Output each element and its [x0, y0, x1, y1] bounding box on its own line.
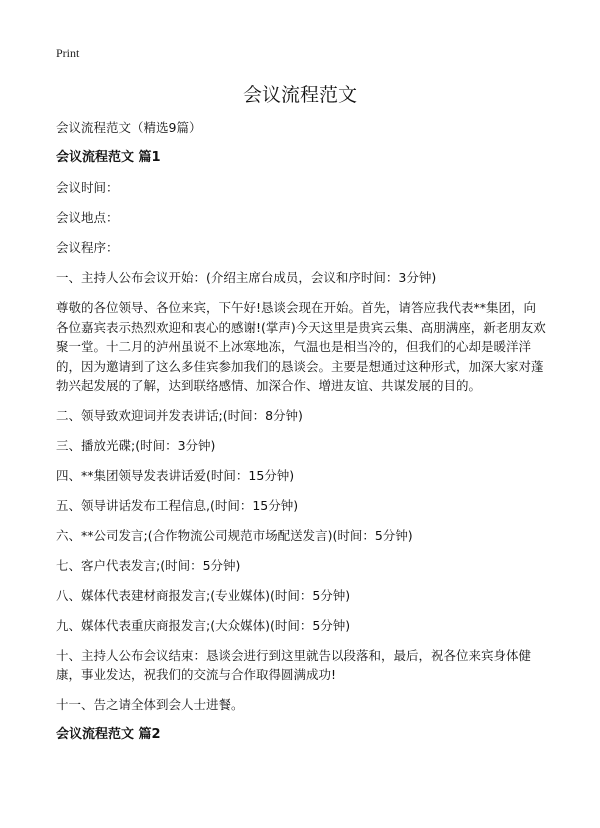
opening-speech-paragraph: 尊敬的各位领导、各位来宾，下午好!恳谈会现在开始。首先，请答应我代表**集团，向各位嘉宾表示热烈欢迎和衷心的感谢!(掌声)今天这里是贵宾云集、高朋满座，新老朋友欢聚一堂。十二月的泸州虽说不上冰寒地冻，气温也是相当冷的，但我们的心却是暖洋洋的，因为邀请到了这么多佳宾参加我们的恳谈会。主要是想通过这种形式，加深大家对蓬勃兴起发展的了解，达到联络感情、加深合作、增进友谊、共谋发展的目的。: [56, 300, 546, 393]
document-body: [56, 118, 548, 755]
page-title: 会议流程范文: [242, 84, 357, 106]
meeting-time-line: 会议时间：: [56, 180, 119, 195]
agenda-item-3: 三、播放光碟;(时间：3分钟): [56, 437, 216, 453]
agenda-item-8: 八、媒体代表建材商报发言;(专业媒体)(时间：5分钟): [56, 587, 351, 603]
meeting-program-line: 会议程序：: [56, 240, 119, 255]
agenda-item-1: 一、主持人公布会议开始：(介绍主席台成员，会议和序时间：3分钟): [56, 270, 437, 285]
agenda-item-5: 五、领导讲话发布工程信息,(时间：15分钟): [56, 497, 299, 513]
meeting-place-line: 会议地点：: [56, 210, 119, 225]
agenda-item-7: 七、客户代表发言;(时间：5分钟): [56, 557, 241, 573]
agenda-item-6: 六、**公司发言;(合作物流公司规范市场配送发言)(时间：5分钟): [56, 527, 413, 543]
section-heading-1: 会议流程范文 篇1: [56, 150, 161, 165]
agenda-item-2: 二、领导致欢迎词并发表讲话;(时间：8分钟): [56, 407, 303, 423]
agenda-item-4: 四、**集团领导发表讲话爱(时间：15分钟): [56, 467, 295, 483]
agenda-item-10: 十、主持人公布会议结束：恳谈会进行到这里就告以段落和，最后，祝各位来宾身体健康，事业发达，祝我们的交流与合作取得圆满成功!: [56, 647, 532, 682]
document-subtitle: 会议流程范文（精选9篇）: [56, 120, 202, 135]
agenda-item-11: 十一、告之请全体到会人士进餐。: [56, 696, 244, 712]
print-link[interactable]: Print: [56, 46, 80, 60]
agenda-item-9: 九、媒体代表重庆商报发言;(大众媒体)(时间：5分钟): [56, 617, 351, 633]
section-heading-2: 会议流程范文 篇2: [56, 726, 161, 742]
